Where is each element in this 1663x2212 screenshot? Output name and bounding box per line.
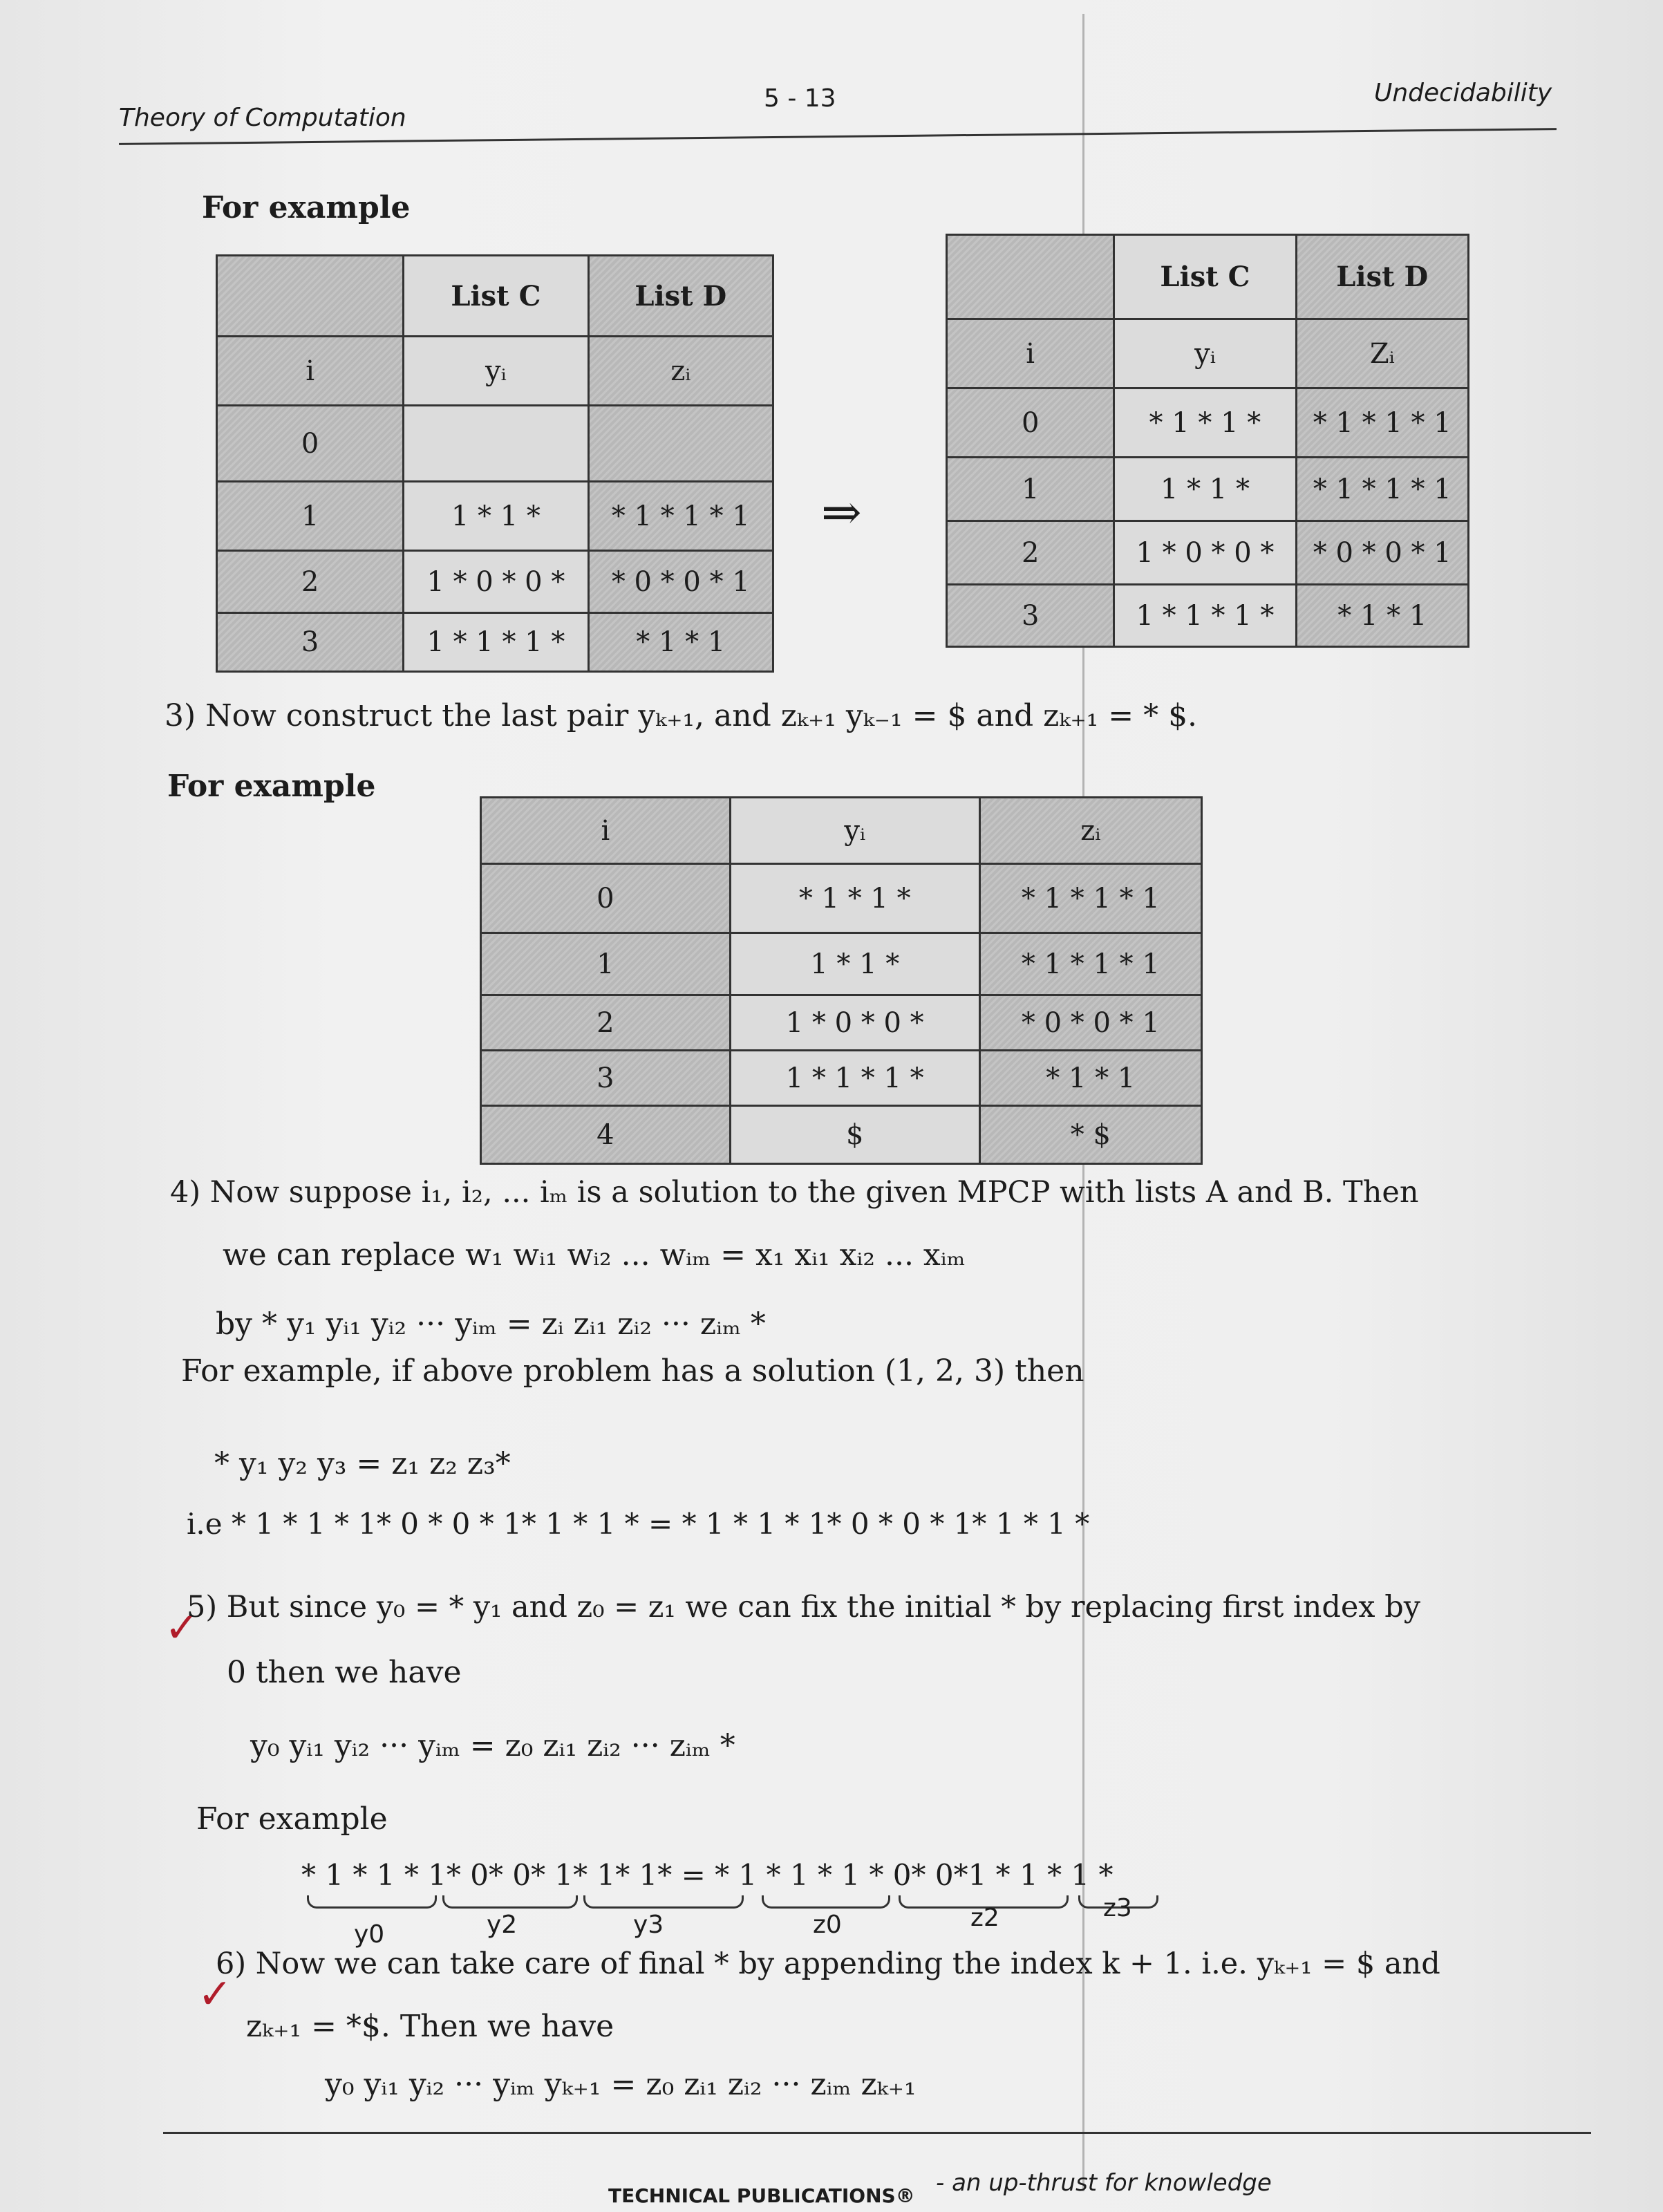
table-list-c-d-modified <box>946 234 1469 648</box>
table3-cell: 2 <box>481 995 731 1051</box>
table1-cell: 1 * 0 * 0 * <box>404 551 588 613</box>
table1-header-blank <box>217 256 404 337</box>
step4-line5: * y₁ y₂ y₃ = z₁ z₂ z₃* <box>214 1446 511 1481</box>
step4-line1: 4) Now suppose i₁, i₂, ... iₘ is a solution to the given MPCP with lists A and B. Then <box>170 1175 1419 1210</box>
table2-cell: 3 <box>947 585 1114 647</box>
step5-line2: 0 then we have <box>227 1655 462 1690</box>
table2-cell: i <box>947 319 1114 388</box>
table3-cell: 1 * 1 * 1 * <box>730 1051 979 1106</box>
table1-header-list-d: List D <box>588 256 773 337</box>
table3-cell: 1 <box>481 933 731 995</box>
table3-header-i: i <box>481 798 731 864</box>
step5-example-line: * 1 * 1 * 1* 0* 0* 1* 1* 1* = * 1 * 1 * 1 * 0* 0*1 * 1 * 1 * <box>301 1858 1114 1892</box>
table1-cell: 1 * 1 * <box>404 482 588 551</box>
table2-cell: * 1 * 1 * 1 <box>1296 458 1468 521</box>
table3-header-y: yᵢ <box>730 798 979 864</box>
table3-cell: * $ <box>979 1106 1201 1164</box>
table3-cell: 4 <box>481 1106 731 1164</box>
check-mark-step5: ✓ <box>165 1604 200 1652</box>
table-with-final-pair <box>480 796 1203 1165</box>
brace-label-y2: y2 <box>487 1911 518 1939</box>
step6-line2: zₖ₊₁ = *$. Then we have <box>246 2009 614 2044</box>
header-page-number: 5 - 13 <box>764 84 836 113</box>
table2-cell: 1 * 1 * 1 * <box>1114 585 1296 647</box>
table1-cell: 3 <box>217 613 404 672</box>
table2-header-blank <box>947 235 1114 319</box>
table2-header-list-d: List D <box>1296 235 1468 319</box>
header-right: Undecidability <box>1374 79 1552 107</box>
table3-cell: 1 * 0 * 0 * <box>730 995 979 1051</box>
table2-cell: 2 <box>947 521 1114 585</box>
table1-cell: 1 * 1 * 1 * <box>404 613 588 672</box>
step4-line6: i.e * 1 * 1 * 1* 0 * 0 * 1* 1 * 1 * = * 1 * 1 * 1* 0 * 0 * 1* 1 * 1 * <box>187 1507 1090 1541</box>
brace-y0 <box>307 1895 437 1909</box>
table2-cell: * 0 * 0 * 1 <box>1296 521 1468 585</box>
step3-text: 3) Now construct the last pair yₖ₊₁, and zₖ₊₁ yₖ₋₁ = $ and zₖ₊₁ = * $. <box>165 698 1198 733</box>
brace-z0 <box>762 1895 890 1909</box>
brace-label-z2: z2 <box>970 1904 999 1932</box>
footer-rule <box>163 2132 1591 2134</box>
table2-header-list-c: List C <box>1114 235 1296 319</box>
table1-cell: 1 <box>217 482 404 551</box>
table3-cell: 0 <box>481 864 731 933</box>
table1-header-list-c: List C <box>404 256 588 337</box>
table3-cell: $ <box>730 1106 979 1164</box>
table2-cell: Zᵢ <box>1296 319 1468 388</box>
table2-cell: yᵢ <box>1114 319 1296 388</box>
table3-cell: * 1 * 1 * <box>730 864 979 933</box>
footer-tagline: - an up-thrust for knowledge <box>936 2169 1272 2197</box>
table1-cell: * 1 * 1 * 1 <box>588 482 773 551</box>
check-mark-step6: ✓ <box>198 1970 233 2018</box>
table1-cell: i <box>217 337 404 406</box>
table1-cell: yᵢ <box>404 337 588 406</box>
table3-cell: * 0 * 0 * 1 <box>979 995 1201 1051</box>
table3-cell: 1 * 1 * <box>730 933 979 995</box>
brace-label-y0: y0 <box>354 1920 385 1949</box>
table2-cell: * 1 * 1 <box>1296 585 1468 647</box>
table3-cell: * 1 * 1 * 1 <box>979 933 1201 995</box>
footer-publisher: TECHNICAL PUBLICATIONS® <box>608 2184 915 2207</box>
table2-cell: 1 * 1 * <box>1114 458 1296 521</box>
brace-label-z3: z3 <box>1103 1894 1132 1922</box>
example-label-1: For example <box>202 190 411 225</box>
step4-line4: For example, if above problem has a solution (1, 2, 3) then <box>181 1353 1084 1389</box>
table1-cell: zᵢ <box>588 337 773 406</box>
table3-cell: * 1 * 1 <box>979 1051 1201 1106</box>
table1-cell: * 0 * 0 * 1 <box>588 551 773 613</box>
step5-example-label: For example <box>196 1801 388 1837</box>
step4-line3: by * y₁ yᵢ₁ yᵢ₂ ··· yᵢₘ = zᵢ zᵢ₁ zᵢ₂ ··· zᵢₘ * <box>216 1306 766 1342</box>
step5-line1: 5) But since y₀ = * y₁ and z₀ = z₁ we can fix the initial * by replacing first index by <box>187 1590 1421 1624</box>
step5-line3: y₀ yᵢ₁ yᵢ₂ ··· yᵢₘ = z₀ zᵢ₁ zᵢ₂ ··· zᵢₘ * <box>250 1728 735 1763</box>
table2-cell: 1 <box>947 458 1114 521</box>
table1-cell: 2 <box>217 551 404 613</box>
table2-cell: * 1 * 1 * 1 <box>1296 388 1468 458</box>
brace-label-y3: y3 <box>633 1911 664 1939</box>
table2-cell: * 1 * 1 * <box>1114 388 1296 458</box>
brace-label-z0: z0 <box>813 1911 842 1939</box>
table2-cell: 1 * 0 * 0 * <box>1114 521 1296 585</box>
table1-cell: 0 <box>217 406 404 482</box>
table3-header-z: zᵢ <box>979 798 1201 864</box>
table1-cell <box>404 406 588 482</box>
implies-arrow: ⇒ <box>821 484 862 541</box>
brace-y2 <box>442 1895 578 1909</box>
table3-cell: * 1 * 1 * 1 <box>979 864 1201 933</box>
table2-cell: 0 <box>947 388 1114 458</box>
header-left: Theory of Computation <box>119 104 406 132</box>
table3-cell: 3 <box>481 1051 731 1106</box>
brace-y3 <box>583 1895 744 1909</box>
step6-line1: 6) Now we can take care of final * by appending the index k + 1. i.e. yₖ₊₁ = $ and <box>216 1947 1440 1981</box>
example-label-2: For example <box>167 769 376 804</box>
step6-line3: y₀ yᵢ₁ yᵢ₂ ··· yᵢₘ yₖ₊₁ = z₀ zᵢ₁ zᵢ₂ ··· zᵢₘ zₖ₊₁ <box>325 2067 917 2102</box>
step4-line2: we can replace w₁ wᵢ₁ wᵢ₂ ... wᵢₘ = x₁ xᵢ₁ xᵢ₂ ... xᵢₘ <box>223 1237 966 1273</box>
table-list-c-d-original <box>216 254 774 673</box>
table1-cell: * 1 * 1 <box>588 613 773 672</box>
table1-cell <box>588 406 773 482</box>
